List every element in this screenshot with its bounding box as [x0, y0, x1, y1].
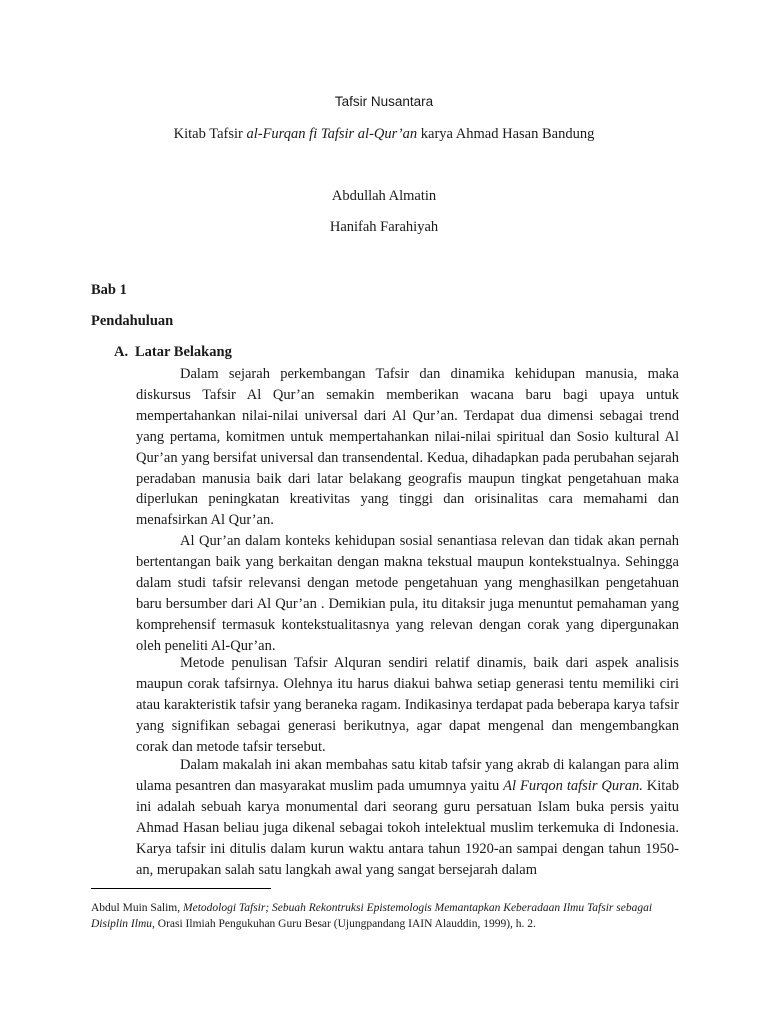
chapter-number: Bab 1	[91, 282, 127, 298]
body-paragraph	[136, 653, 679, 758]
subtitle-italic-text: al-Furqan fi Tafsir al-Qur’an	[246, 126, 418, 142]
paragraph-text-start: Dalam makalah ini akan membahas satu kitab tafsir yang akrab di kalangan para alim ulama pesantren dan masyarakat muslim pada umumnya yaitu	[136, 757, 679, 794]
subtitle-text: Kitab Tafsir	[173, 126, 247, 142]
footnote-details: Orasi Ilmiah Pengukuhan Guru Besar (Ujungpandang IAIN Alauddin, 1999), h. 2.	[154, 918, 536, 930]
section-heading	[114, 344, 232, 361]
footnote-separator	[91, 888, 271, 889]
body-paragraph	[136, 531, 679, 656]
subtitle-text-end: karya Ahmad Hasan Bandung	[417, 126, 595, 142]
paragraph-text	[136, 755, 679, 880]
paragraph-text: Metode penulisan Tafsir Alquran sendiri relatif dinamis, baik dari aspek analisis maupun corak tafsirnya. Olehnya itu harus diakui bahwa setiap generasi tentu memiliki ciri atau karakteristik tafsir yang beraneka ragam. Indikasinya terdapat pada beberapa karya tafsir yang signifikan sebagai generasi berikutnya, agar dapat mengenal dan mengembangkan corak dan metode tafsir tersebut.	[136, 655, 679, 755]
document-title: Tafsir Nusantara	[334, 94, 434, 109]
footnote-italic-title: Metodologi Tafsir; Sebuah Rekontruksi Epistemologis Memantapkan Keberadaan Ilmu Tafsir sebagai Disiplin Ilmu,	[91, 902, 653, 930]
section-title: Latar Belakang	[135, 344, 232, 360]
paragraph-text-end: Kitab ini adalah sebuah karya monumental dari seorang guru persatuan Islam buka persis yaitu Ahmad Hasan beliau juga dikenal sebagai tokoh intelektual muslim terkemuka di Indonesia. Karya tafsir ini ditulis dalam kurun waktu antara tahun 1920-an sampai dengan tahun 1950-an, merupakan salah satu langkah awal yang sangat bersejarah dalam	[136, 777, 680, 878]
document-subtitle	[0, 126, 768, 143]
author-name: Hanifah Farahiyah	[329, 219, 439, 235]
paragraph-italic-title: Al Furqon tafsir Quran.	[503, 777, 643, 794]
body-paragraph	[136, 755, 679, 880]
footnote	[91, 900, 679, 932]
paragraph-text: Al Qur’an dalam konteks kehidupan sosial senantiasa relevan dan tidak akan pernah bertentangan baik yang berkaitan dengan makna tekstual maupun kontekstualnya. Sehingga dalam studi tafsir relevansi dengan metode pengetahuan yang menghasilkan pengetahuan baru bersumber dari Al Qur’an . Demikian pula, itu ditaksir juga menuntut pemahaman yang komprehensif termasuk kontekstualitasnya yang relevan dengan corak yang dipergunakan oleh peneliti Al-Qur’an.	[136, 533, 679, 654]
body-paragraph	[136, 364, 679, 531]
footnote-author: Abdul Muin Salim,	[91, 902, 184, 914]
author-name: Abdullah Almatin	[331, 188, 437, 204]
chapter-title: Pendahuluan	[91, 313, 174, 329]
paragraph-text: Dalam sejarah perkembangan Tafsir dan dinamika kehidupan manusia, maka diskursus Tafsir Al Qur’an semakin memberikan wacana baru bagi upaya untuk mempertahankan nilai-nilai universal dari Al Qur’an. Terdapat dua dimensi sebagai trend yang pertama, komitmen untuk mempertahankan nilai-nilai spiritual dan Sosio kultural Al Qur’an yang bersifat universal dan transendental. Kedua, dihadapkan pada perubahan sejarah peradaban manusia baik dari latar belakang geografis maupun tingkat pengetahuan maka diperlukan peningkatan kreativitas yang tinggi dan orisinalitas cara memahami dan menafsirkan Al Qur’an.	[136, 366, 679, 529]
section-label: A.	[114, 344, 129, 360]
